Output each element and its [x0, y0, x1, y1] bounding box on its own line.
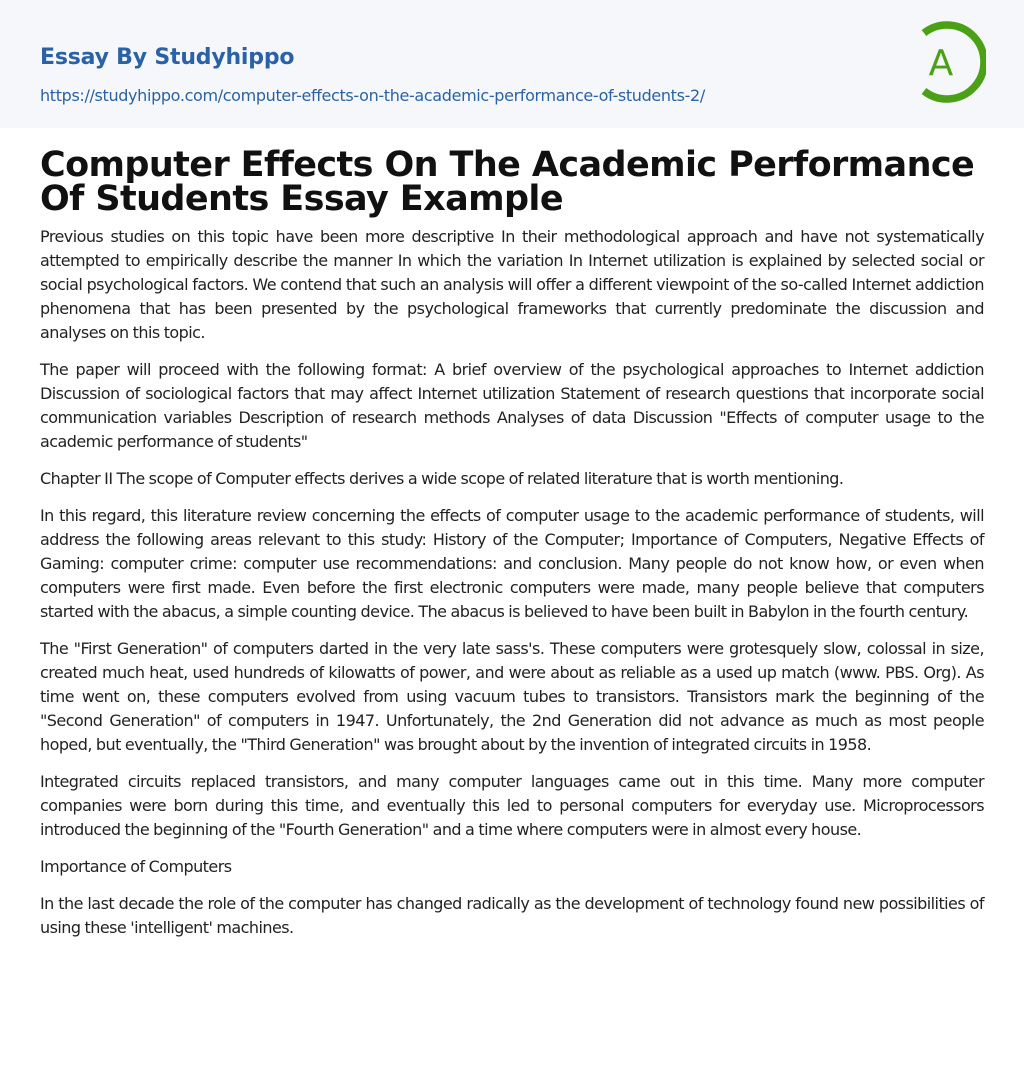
article-paragraph: Previous studies on this topic have been more descriptive In their methodological approach and have not systematically attempted to empirically describe the manner In which the variation In Internet utilization is explained by selected social or social psychological factors. We contend that such an analysis will offer a different viewpoint of the so-called Internet addiction phenomena that has been presented by the psychological frameworks that currently predominate the discussion and analyses on this topic.: [40, 227, 984, 342]
article-paragraph: In this regard, this literature review concerning the effects of computer usage to the academic performance of students, will address the following areas relevant to this study: History of the Computer; Importance of Computers, Negative Effects of Gaming: computer crime: computer use recommendations: and conclusion. Many people do not know how, or even when computers were first made. Even before the first electronic computers were made, many people believe that computers started with the abacus, a simple counting device. The abacus is believed to have been built in Babylon in the fourth century.: [40, 506, 984, 621]
logo-icon: [916, 19, 986, 105]
brand-title: Essay By Studyhippo: [40, 45, 295, 70]
logo-letter: A: [928, 43, 954, 84]
studyhippo-logo[interactable]: [916, 19, 986, 105]
section-heading: Importance of Computers: [40, 857, 232, 876]
article-paragraph: In the last decade the role of the computer has changed radically as the development of technology found new possibilities of using these 'intelligent' machines.: [40, 894, 984, 937]
article-paragraph: The paper will proceed with the following format: A brief overview of the psychological approaches to Internet addiction Discussion of sociological factors that may affect Internet utilization Statement of research questions that incorporate social communication variables Description of research methods Analyses of data Discussion "Effects of computer usage to the academic performance of students": [40, 360, 984, 451]
article: [0, 145, 1024, 940]
site-header: [0, 0, 1024, 128]
source-url-link[interactable]: https://studyhippo.com/computer-effects-on-the-academic-performance-of-students-2/: [40, 86, 705, 105]
article-title: Computer Effects On The Academic Performance Of Students Essay Example: [40, 145, 975, 219]
article-paragraph: Integrated circuits replaced transistors, and many computer languages came out in this time. Many more computer companies were born during this time, and eventually this led to personal computers for everyday use. Microprocessors introduced the beginning of the "Fourth Generation" and a time where computers were in almost every house.: [40, 772, 984, 839]
article-paragraph: Chapter II The scope of Computer effects derives a wide scope of related literature that is worth mentioning.: [40, 469, 844, 488]
article-paragraph: The "First Generation" of computers darted in the very late sass's. These computers were grotesquely slow, colossal in size, created much heat, used hundreds of kilowatts of power, and were about as reliable as a used up match (www. PBS. Org). As time went on, these computers evolved from using vacuum tubes to transistors. Transistors mark the beginning of the "Second Generation" of computers in 1947. Unfortunately, the 2nd Generation did not advance as much as most people hoped, but eventually, the "Third Generation" was brought about by the invention of integrated circuits in 1958.: [40, 639, 984, 754]
